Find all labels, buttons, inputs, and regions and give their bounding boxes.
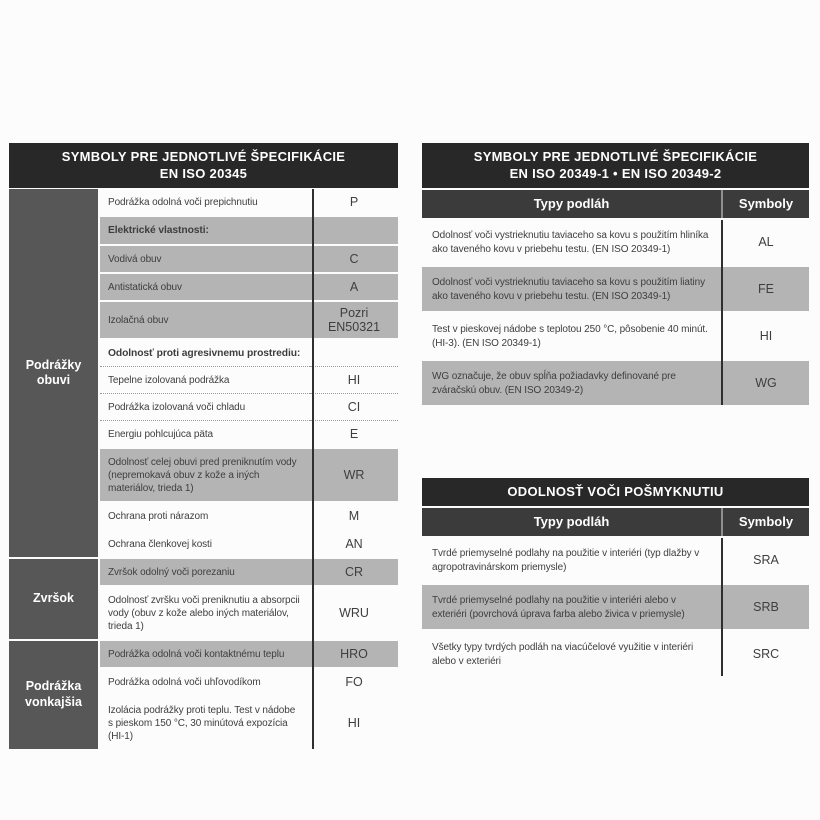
row-description: Test v pieskovej nádobe s teplotou 250 °C, pôsobenie 40 minút. (HI-3). (EN ISO 20349-1)	[432, 324, 708, 349]
row-symbol: SRC	[752, 647, 780, 662]
row-symbol: M	[310, 502, 398, 530]
table-title	[422, 478, 809, 506]
column-header-symbols: Symboly	[738, 514, 794, 530]
table-title-line-2: EN ISO 20349-1 • EN ISO 20349-2	[509, 166, 722, 182]
row-symbol: HI	[310, 367, 398, 394]
row-description: Ochrana proti nárazom	[99, 502, 310, 530]
table-row	[422, 358, 809, 405]
column-header-types: Typy podláh	[422, 508, 723, 536]
row-description: Izolácia podrážky proti teplu. Test v nádobe s pieskom 150 °C, 30 minútová expozícia (HI-1)	[99, 696, 310, 749]
section-label: Podrážka vonkajšia	[9, 640, 99, 749]
row-description: Odolnosť voči vystrieknutiu taviaceho sa kovu s použitím liatiny ako taveného kovu v priebehu testu. (EN ISO 20349-1)	[432, 277, 706, 302]
row-description: Podrážka odolná voči uhľovodíkom	[99, 668, 310, 696]
column-divider	[721, 538, 723, 676]
row-description: Podrážka odolná voči prepichnutiu	[108, 197, 258, 209]
table-row	[422, 582, 809, 629]
table-column-header	[422, 190, 809, 218]
row-description: Podrážka odolná voči kontaktnému teplu	[99, 640, 310, 668]
column-header-symbols: Symboly	[738, 196, 794, 212]
row-symbol: SRA	[753, 553, 779, 568]
table-row	[422, 629, 809, 676]
row-description: WG označuje, že obuv spĺňa požiadavky definované pre zváračskú obuv. (EN ISO 20349-2)	[432, 371, 676, 396]
row-symbol: FO	[310, 668, 398, 696]
row-description: Vodivá obuv	[99, 245, 310, 273]
row-description: Elektrické vlastnosti:	[99, 216, 310, 244]
table-row	[422, 311, 809, 358]
table-column-header	[422, 508, 809, 536]
row-description: Podrážka izolovaná voči chladu	[99, 394, 310, 421]
row-symbol: CR	[310, 558, 398, 586]
table-body	[9, 189, 398, 749]
table-body	[422, 220, 809, 405]
row-description: Tvrdé priemyselné podlahy na použitie v interiéri alebo v exteriéri (povrchová úprava farba alebo živica v priemysle)	[432, 595, 685, 620]
table-title-line-1: SYMBOLY PRE JEDNOTLIVÉ ŠPECIFIKÁCIE	[61, 149, 346, 164]
row-description: Antistatická obuv	[99, 273, 310, 301]
section-label: Podrážky obuvi	[9, 189, 99, 558]
spec-table	[9, 189, 398, 749]
row-symbol: AN	[310, 530, 398, 558]
table-title	[9, 143, 398, 188]
row-symbol: HI	[310, 696, 398, 749]
table-title-line-1: SYMBOLY PRE JEDNOTLIVÉ ŠPECIFIKÁCIE	[473, 149, 758, 164]
en-iso-20345-table	[9, 143, 398, 749]
row-description: Energiu pohlcujúca päta	[99, 421, 310, 449]
row-symbol: P	[349, 195, 359, 210]
row-symbol: WRU	[310, 586, 398, 640]
table-row	[9, 640, 398, 668]
row-description: Odolnosť celej obuvi pred preniknutím vody (nepremokavá obuv z kože a iných materiálov, trieda 1)	[99, 448, 310, 502]
table-body	[422, 538, 809, 676]
table-row	[422, 220, 809, 264]
row-description: Odolnosť proti agresivnemu prostrediu:	[99, 339, 310, 367]
table-title-line-1: ODOLNOSŤ VOČI POŠMYKNUTIU	[507, 484, 724, 499]
row-symbol: Pozri EN50321	[310, 301, 398, 339]
row-description: Odolnosť zvršku voči preniknutiu a absorpcii vody (obuv z kože alebo iných materiálov, trieda 1)	[99, 586, 310, 640]
row-symbol: A	[310, 273, 398, 301]
row-symbol	[310, 216, 398, 244]
table-row	[422, 264, 809, 311]
column-header-types: Typy podláh	[422, 190, 723, 218]
table-title	[422, 143, 809, 188]
row-symbol: AL	[758, 235, 774, 250]
row-symbol	[310, 339, 398, 367]
row-symbol: HRO	[310, 640, 398, 668]
column-divider	[312, 189, 314, 749]
row-symbol: FE	[758, 282, 774, 297]
row-description: Tepelne izolovaná podrážka	[99, 367, 310, 394]
row-description: Všetky typy tvrdých podláh na viacúčelové využitie v interiéri alebo v exteriéri	[432, 642, 694, 667]
row-description: Tvrdé priemyselné podlahy na použitie v interiéri (typ dlažby v agropotravinárskom priemysle)	[432, 548, 700, 573]
row-symbol: C	[310, 245, 398, 273]
table-row	[9, 189, 398, 216]
table-title-line-2: EN ISO 20345	[159, 166, 248, 182]
row-description: Ochrana členkovej kosti	[99, 530, 310, 558]
row-description: Zvršok odolný voči porezaniu	[99, 558, 310, 586]
table-row	[422, 538, 809, 582]
row-symbol: CI	[310, 394, 398, 421]
row-description: Izolačná obuv	[99, 301, 310, 339]
section-label: Zvršok	[9, 558, 99, 640]
row-symbol: WG	[755, 376, 777, 391]
row-symbol: E	[310, 421, 398, 449]
en-iso-20349-table	[422, 143, 809, 405]
row-symbol: HI	[759, 329, 773, 344]
row-symbol: SRB	[753, 600, 779, 615]
row-symbol: WR	[310, 448, 398, 502]
row-description: Odolnosť voči vystrieknutiu taviaceho sa kovu s použitím hliníka ako taveného kovu v priebehu testu. (EN ISO 20349-1)	[432, 230, 709, 255]
column-divider	[721, 220, 723, 405]
table-row	[9, 558, 398, 586]
slip-resistance-table	[422, 478, 809, 676]
